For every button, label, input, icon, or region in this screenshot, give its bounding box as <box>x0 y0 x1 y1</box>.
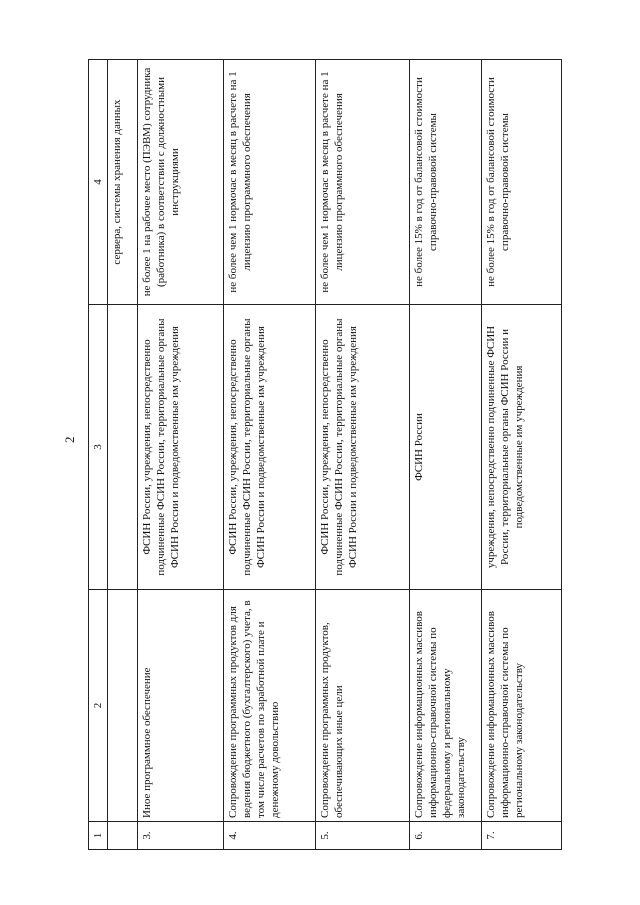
norms-table <box>88 59 562 850</box>
header-col-1: 1 <box>89 822 108 850</box>
table-row <box>224 60 316 850</box>
row-applicable-to: ФСИН России, учреждения, непосредственно подчиненные ФСИН России, территориальные органы ФСИН России и подведомственные им учреждения <box>138 305 224 590</box>
row-number: 5. <box>316 822 410 850</box>
row-norm: не более чем 1 нормочас в месяц в расчете на 1 лицензию программного обеспечения <box>316 60 410 305</box>
table-row <box>410 60 482 850</box>
row-applicable-to <box>108 305 138 590</box>
rotated-table-container <box>88 60 548 850</box>
row-item-name: Иное программное обеспечение <box>138 590 224 822</box>
table-row <box>108 60 138 850</box>
table-row <box>138 60 224 850</box>
row-item-name: Сопровождение программных продуктов, обеспечивающих иные цели <box>316 590 410 822</box>
row-norm: не более 15% в год от балансовой стоимости справочно-правовой системы <box>482 60 562 305</box>
row-number: 6. <box>410 822 482 850</box>
row-number <box>108 822 138 850</box>
table-row <box>316 60 410 850</box>
row-item-name: Сопровождение информационных массивов информационно-справочной системы по региональному законодательству <box>482 590 562 822</box>
row-applicable-to: ФСИН России, учреждения, непосредственно подчиненные ФСИН России, территориальные органы ФСИН России и подведомственные им учреждения <box>224 305 316 590</box>
row-item-name: Сопровождение программных продуктов для ведения бюджетного (бухгалтерского) учета, в том числе расчетов по заработной плате и денежному довольствию <box>224 590 316 822</box>
row-item-name <box>108 590 138 822</box>
row-applicable-to: ФСИН России <box>410 305 482 590</box>
header-row <box>89 60 108 850</box>
row-number: 4. <box>224 822 316 850</box>
table-row <box>482 60 562 850</box>
row-norm: не более 1 на рабочее место (ПЭВМ) сотрудника (работника) в соответствии с должностными инструкциями <box>138 60 224 305</box>
row-applicable-to: ФСИН России, учреждения, непосредственно подчиненные ФСИН России, территориальные органы ФСИН России и подведомственные им учреждения <box>316 305 410 590</box>
row-number: 7. <box>482 822 562 850</box>
header-col-2: 2 <box>89 590 108 822</box>
header-col-3: 3 <box>89 305 108 590</box>
page-number: 2 <box>62 436 77 443</box>
header-col-4: 4 <box>89 60 108 305</box>
row-item-name: Сопровождение информационных массивов информационно-справочной системы по федеральному и региональному законодательству <box>410 590 482 822</box>
row-number: 3. <box>138 822 224 850</box>
row-applicable-to: учреждения, непосредственно подчиненные ФСИН России, территориальные органы ФСИН России и подведомственные им учреждения <box>482 305 562 590</box>
row-norm: сервера, системы хранения данных <box>108 60 138 305</box>
row-norm: не более чем 1 нормочас в месяц в расчете на 1 лицензию программного обеспечения <box>224 60 316 305</box>
row-norm: не более 15% в год от балансовой стоимости справочно-правовой системы <box>410 60 482 305</box>
